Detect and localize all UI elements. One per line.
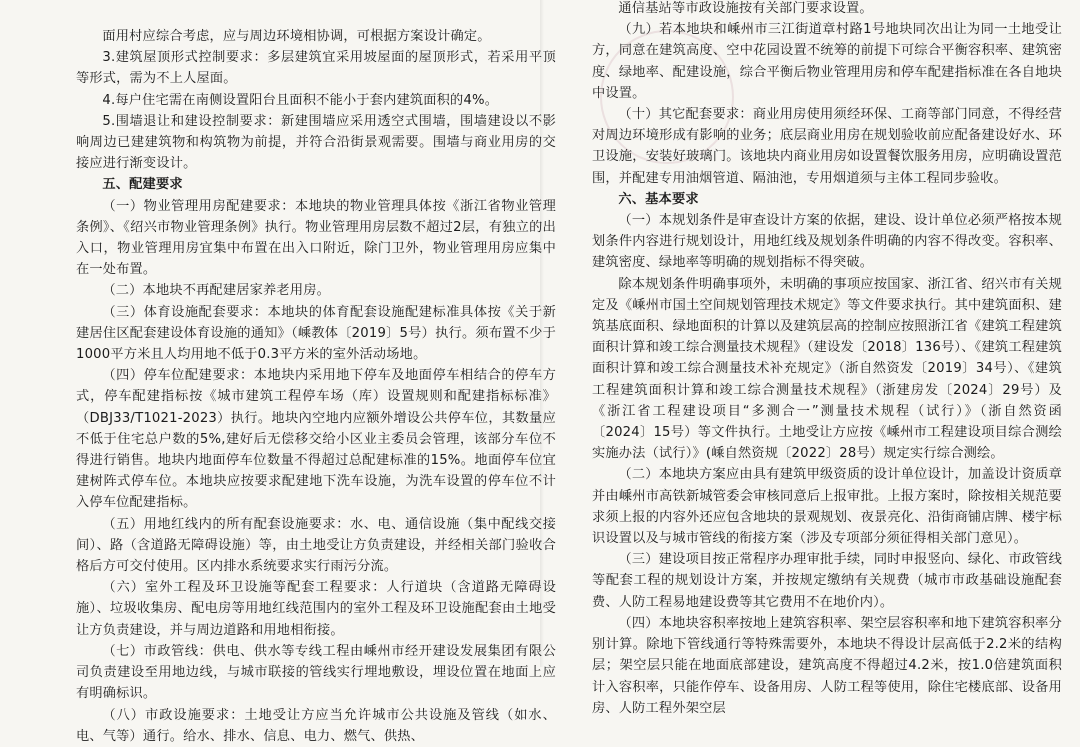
paragraph: （六）室外工程及环卫设施等配套工程要求：人行道块（含道路无障碍设施）、垃圾收集房、配电房等用地红线范围内的室外工程及环卫设施配套由土地受让方负责建设，并与周边道路和用地相衔接。 [76, 580, 556, 638]
paragraph: （八）市政设施要求：土地受让方应当允许城市公共设施及管线（如水、电、气等）通行。给水、排水、信息、电力、燃气、供热、 [76, 707, 556, 744]
section-heading: 六、基本要求 [618, 191, 699, 207]
paragraph: （五）用地红线内的所有配套设施要求：水、电、通信设施（集中配线交接间）、路（含道路无障碍设施）等，由土地受让方负责建设，并经相关部门验收合格后方可交付使用。区内排水系统要求实行雨污分流。 [76, 516, 556, 575]
paragraph: 4.每户住宅需在南侧设置阳台且面积不能小于套内建筑面积的4%。 [102, 92, 499, 108]
paragraph: （一）本规划条件是审查设计方案的依据，建设、设计单位必须严格按本规划条件内容进行规划设计，用地红线及规划条件明确的内容不得改变。容积率、建筑密度、绿地率等明确的规划指标不得突破。 [592, 213, 1062, 271]
paragraph: （九）若本地块和嵊州市三江街道章村路1号地块同次出让为同一土地受让方，同意在建筑高度、空中花园设置不统筹的前提下可综合平衡容积率、建筑密度、绿地率、配建设施，综合平衡后物业管理用房和停车配建指标准在各自地块中设置。 [592, 22, 1062, 101]
paragraph: 5.围墙退让和建设控制要求：新建围墙应采用透空式围墙，围墙建设以不影响周边已建建筑物和构筑物为前提，并符合沿街景观需要。围墙与商业用房的交接应进行渐变设计。 [76, 113, 556, 172]
section-heading: 五、配建要求 [102, 177, 183, 193]
paragraph: （四）本地块容积率按地上建筑容积率、架空层容积率和地下建筑容积率分别计算。除地下管线通行等特殊需要外，本地块不得设计层高低于2.2米的结构层；架空层只能在地面底部建设，建筑高度不得超过4.2米，按1.0倍建筑面积计入容积率，只能作停车、设备用房、人防工程等使用，除住宅楼底部、设备用房、人防工程外架空层 [592, 615, 1062, 716]
paragraph: 除本规划条件明确事项外，未明确的事项应按国家、浙江省、绍兴市有关规定及《嵊州市国土空间规划管理技术规定》等文件要求执行。其中建筑面积、建筑基底面积、绿地面积的计算以及建筑层高的控制应按照浙江省《建筑工程建筑面积计算和竣工综合测量技术规程》（建设发〔2018〕136号）、《建筑工程建筑面积计算和竣工综合测量技术补充规定》（浙自然资发〔2019〕34号）、《建筑工程建筑面积计算和竣工综合测量技术规程》（浙建房发〔2024〕29号）及《浙江省工程建设项目“多测合一”测量技术规程（试行）》（浙自然资函〔2024〕15号）等文件执行。土地受让方应按《嵊州市工程建设项目综合测绘实施办法（试行）》(嵊自然资规〔2022〕28号）规定实行综合测绘。 [592, 276, 1062, 462]
paragraph: （四）停车位配建要求：本地块内采用地下停车及地面停车相结合的停车方式，停车配建指标按《城市建筑工程停车场（库）设置规则和配建指标标准》（DBJ33/T1021-2023）执行。地块內空地内应额外增设公共停车位，其数量应不低于住宅总户数的5%,建好后无偿移交给小区业主委员会管理，该部分车位不得进行销售。地块内地面停车位数量不得超过总配建标准的15%。地面停车位宜建树阵式停车位。本地块应按要求配建地下洗车设施，为洗车设置的停车位不计入停车位配建指标。 [76, 368, 556, 511]
paragraph: 3.建筑屋顶形式控制要求：多层建筑宜采用坡屋面的屋顶形式，若采用平顶等形式，需为不上人屋面。 [76, 50, 556, 87]
paragraph: 面用村应综合考虑，应与周边环境相协调，可根据方案设计确定。 [102, 29, 491, 44]
right-document-page [592, 0, 1062, 716]
paragraph: （一）物业管理用房配建要求：本地块的物业管理具体按《浙江省物业管理条例》、《绍兴市物业管理条例》执行。物业管理用房层数不超过2层，有独立的出入口，物业管理用房宜集中布置在出入口附近，除门卫外，物业管理用房应集中在一处布置。 [76, 198, 556, 278]
paragraph: （二）本地块不再配建居家养老用房。 [102, 283, 330, 299]
paragraph: （七）市政管线：供电、供水等专线工程由嵊州市经开建设发展集团有限公司负责建设至用地边线，与城市联接的管线实行埋地敷设，埋设位置在地面上应有明确标识。 [76, 643, 556, 702]
paragraph: （十）其它配套要求：商业用房使用须经环保、工商等部门同意，不得经营对周边环境形成有影响的业务；底层商业用房在规划验收前应配备建设好水、环卫设施，安装好玻璃门。该地块内商业用房如设置餐饮服务用房，应明确设置范围，并配建专用油烟管道、隔油池，专用烟道须与主体工程同步验收。 [592, 107, 1062, 186]
left-document-page [76, 26, 556, 744]
paragraph: （三）建设项目按正常程序办理审批手续，同时申报竖向、绿化、市政管线等配套工程的规划设计方案，并按规定缴纳有关规费（城市市政基础设施配套费、人防工程易地建设费等其它费用不在地价内）。 [592, 552, 1062, 610]
paragraph: （二）本地块方案应由具有建筑甲级资质的设计单位设计，加盖设计资质章并由嵊州市高铁新城管委会审核同意后上报审批。上报方案时，除按相关规范要求须上报的内容外还应包含地块的景观规划、夜景亮化、沿街商铺店牌、楼宇标识设置以及与城市管线的衔接方案（涉及专项部分须征得相关部门意见）。 [592, 467, 1062, 547]
paragraph: 通信基站等市政设施按有关部门要求设置。 [618, 1, 873, 16]
paragraph: （三）体育设施配套要求：本地块的体育配套设施配建标准具体按《关于新建居住区配套建设体育设施的通知》（嵊教体〔2019〕5号）执行。须布置不少于1000平方米且人均用地不低于0.3平方米的室外活动场地。 [76, 304, 556, 363]
